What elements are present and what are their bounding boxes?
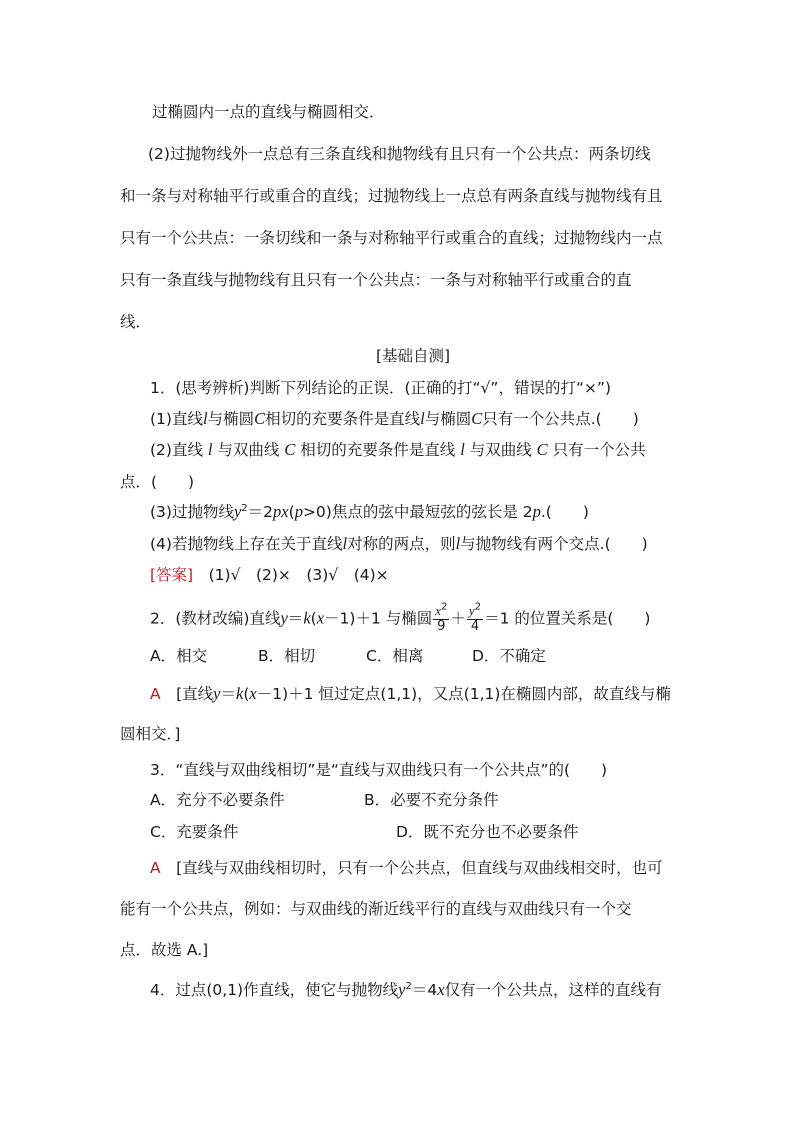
paragraph-2-line-1: (2)过抛物线外一点总有三条直线和抛物线有且只有一个公共点：两条切线 [148, 145, 651, 163]
q3-option-d: D．既不充分也不必要条件 [396, 823, 579, 841]
paragraph-2-line-4: 只有一条直线与抛物线有且只有一个公共点：一条与对称轴平行或重合的直 [120, 271, 632, 289]
intro-line-1: 过椭圆内一点的直线与椭圆相交． [152, 103, 385, 121]
q1-stem: 1．(思考辨析)判断下列结论的正误．(正确的打“√”，错误的打“×”) [150, 379, 612, 397]
paragraph-2-line-3: 只有一个公共点：一条切线和一条与对称轴平行或重合的直线；过抛物线内一点 [120, 229, 663, 247]
paragraph-2-line-2: 和一条与对称轴平行或重合的直线；过抛物线上一点总有两条直线与抛物线有且 [120, 187, 663, 205]
q3-answer-line-3: 点．故选 A.] [120, 941, 209, 959]
answer-label: [答案] [150, 566, 194, 584]
q2-stem: 2．(教材改编)直线y＝k(x－1)＋1 与椭圆 $\frac{x^2}{9}$ ＋ $\frac{y^2}{4}$ ＝1 的位置关系是( ) [150, 601, 651, 634]
q3-option-c: C．充要条件 [150, 823, 239, 841]
q1-statement-2: (2)直线 l 与双曲线 C 相切的充要条件是直线 l 与双曲线 C 只有一个公共 [150, 440, 646, 459]
q4-stem: 4．过点(0,1)作直线，使它与抛物线$y^2=4x$仅有一个公共点，这样的直线有 [150, 980, 662, 999]
q3-answer-line-2: 能有一个公共点，例如：与双曲线的渐近线平行的直线与双曲线只有一个交 [120, 900, 632, 918]
q2-option-a: A．相交 [150, 647, 208, 665]
fraction-x2-over-9: $\frac{x^2}{9}$ [435, 601, 448, 634]
q2-answer: A [直线y＝k(x－1)＋1 恒过定点(1,1)，又点(1,1)在椭圆内部，故直线与椭 [150, 684, 671, 703]
q3-answer-line-1: A [直线与双曲线相切时，只有一个公共点，但直线与双曲线相交时，也可 [150, 859, 663, 877]
q3-option-a: A．充分不必要条件 [150, 791, 285, 809]
section-title: [基础自测] [376, 347, 451, 365]
q3-stem: 3．“直线与双曲线相切”是“直线与双曲线只有一个公共点”的( ) [150, 761, 608, 779]
q3-answer-letter: A [150, 859, 161, 877]
paragraph-2-line-5: 线． [120, 313, 152, 331]
fraction-y2-over-4: $\frac{y^2}{4}$ [468, 601, 482, 634]
q2-option-b: B．相切 [258, 647, 316, 665]
q1-statement-4: (4)若抛物线上存在关于直线l对称的两点，则l与抛物线有两个交点.( ) [150, 534, 648, 553]
q1-answer: [答案] (1)√ (2)× (3)√ (4)× [150, 566, 389, 584]
q1-statement-2-cont: 点．( ) [120, 473, 195, 491]
q1-statement-1: (1)直线l与椭圆C相切的充要条件是直线l与椭圆C只有一个公共点.( ) [150, 409, 639, 428]
q2-answer-cont: 圆相交．] [120, 725, 181, 743]
q2-option-c: C．相离 [366, 647, 424, 665]
q3-option-b: B．必要不充分条件 [364, 791, 499, 809]
q1-statement-3: (3)过抛物线$y^2=2px(p>0)$焦点的弦中最短弦的弦长是 2p.( ) [150, 502, 589, 521]
q2-answer-letter: A [150, 685, 161, 703]
q2-option-d: D．不确定 [472, 647, 546, 665]
